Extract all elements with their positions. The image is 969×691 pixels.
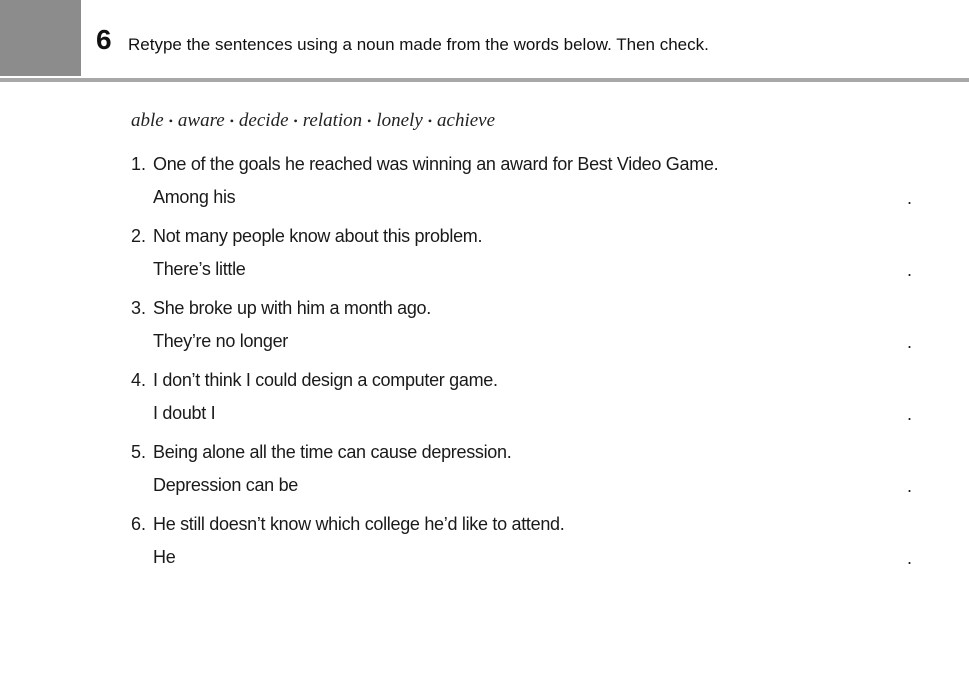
exercise-item <box>131 152 931 224</box>
word-separator: • <box>293 114 298 128</box>
exercise-item <box>131 296 931 368</box>
word-separator: • <box>168 114 173 128</box>
word-bank <box>131 109 495 133</box>
item-number: 6. <box>131 514 147 534</box>
exercise-item <box>131 224 931 296</box>
header-divider <box>0 78 969 82</box>
item-answer-start: He <box>153 547 176 567</box>
item-prompt: She broke up with him a month ago. <box>153 298 431 318</box>
word-bank-word: able <box>131 110 164 131</box>
word-bank-word: decide <box>238 110 289 131</box>
item-number: 1. <box>131 154 147 174</box>
word-bank-word: relation <box>302 110 363 131</box>
exercise-item <box>131 440 931 512</box>
item-prompt: I don’t think I could design a computer game. <box>153 370 498 390</box>
word-separator: • <box>229 114 234 128</box>
item-end-period: . <box>907 548 913 568</box>
item-answer-start: They’re no longer <box>153 331 288 351</box>
item-end-period: . <box>907 404 913 424</box>
exercise-item <box>131 368 931 440</box>
header-gray-tab <box>0 0 81 76</box>
exercise-instruction: Retype the sentences using a noun made from the words below. Then check. <box>128 35 709 54</box>
exercise-items <box>131 152 931 584</box>
item-number: 5. <box>131 442 147 462</box>
item-end-period: . <box>907 188 913 208</box>
item-prompt: He still doesn’t know which college he’d like to attend. <box>153 514 565 534</box>
exercise-number: 6 <box>96 24 112 55</box>
item-answer-start: There’s little <box>153 259 246 279</box>
word-separator: • <box>427 114 433 128</box>
item-answer-start: Among his <box>153 187 236 207</box>
item-end-period: . <box>907 332 913 352</box>
item-number: 3. <box>131 298 147 318</box>
item-prompt: Not many people know about this problem. <box>153 226 483 246</box>
item-number: 2. <box>131 226 147 246</box>
item-answer-start: Depression can be <box>153 475 298 495</box>
word-bank-word: aware <box>177 110 225 131</box>
word-separator: • <box>367 114 372 128</box>
item-answer-start: I doubt I <box>153 403 216 423</box>
item-end-period: . <box>907 476 913 496</box>
item-end-period: . <box>907 260 913 280</box>
item-prompt: One of the goals he reached was winning an award for Best Video Game. <box>153 154 719 174</box>
item-number: 4. <box>131 370 147 390</box>
exercise-item <box>131 512 931 584</box>
item-prompt: Being alone all the time can cause depression. <box>153 442 512 462</box>
word-bank-word: achieve <box>437 110 496 131</box>
word-bank-word: lonely <box>376 110 423 131</box>
